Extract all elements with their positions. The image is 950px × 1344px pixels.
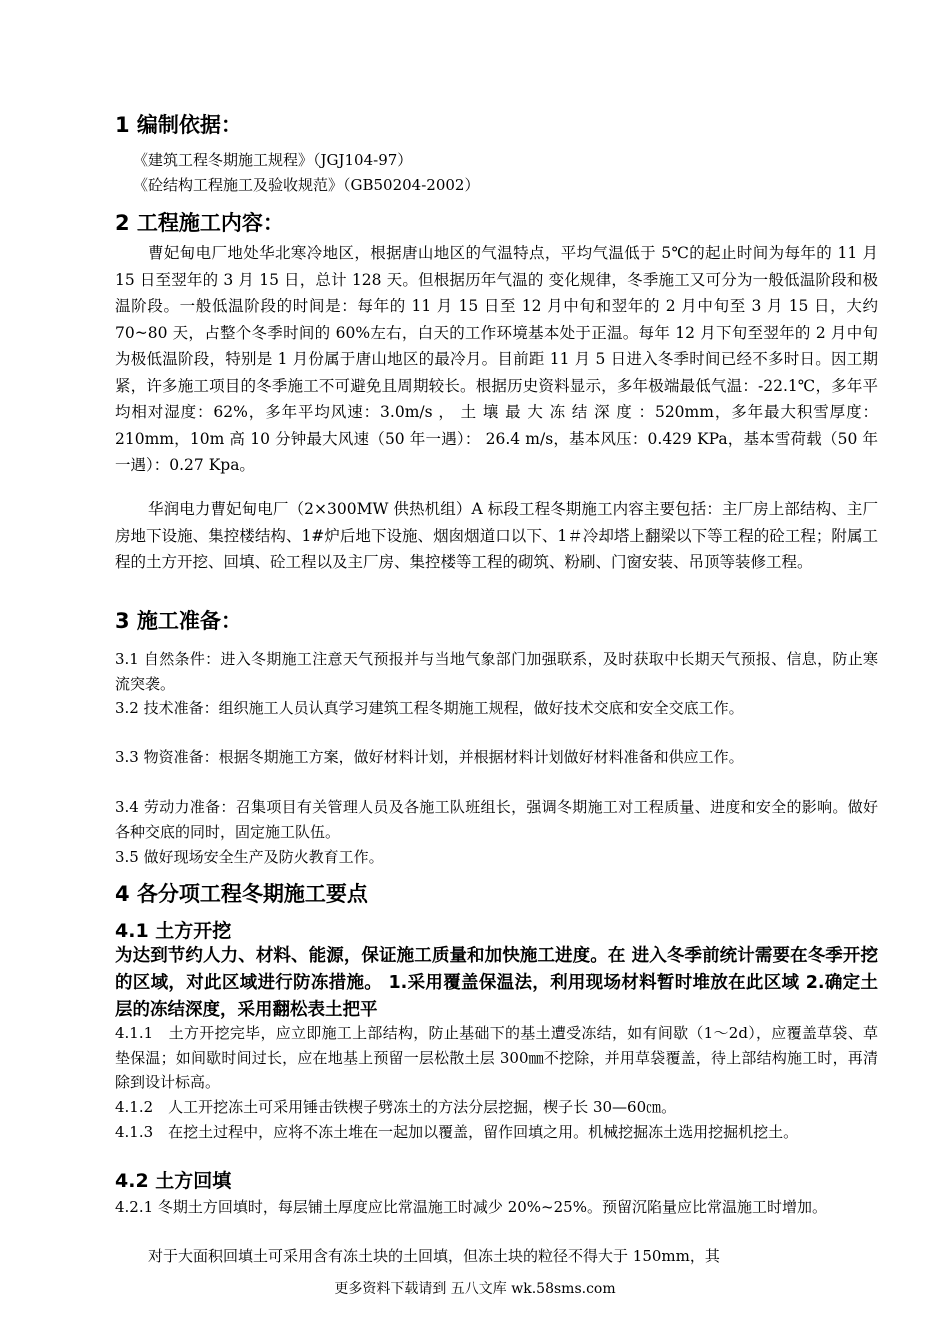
reference-item: 《建筑工程冬期施工规程》（JGJ104-97） bbox=[133, 151, 413, 169]
prep-item: 3.2 技术准备：组织施工人员认真学习建筑工程冬期施工规程，做好技术交底和安全交底工作。 bbox=[115, 699, 744, 717]
subsection-4-2-heading: 4.2 土方回填 bbox=[115, 1170, 232, 1192]
section-1-heading: 1 编制依据： bbox=[115, 113, 242, 137]
excavation-item: 4.1.1 土方开挖完毕，应立即施工上部结构，防止基础下的基土遭受冻结，如有间歇（1～2d），应覆盖草袋、草垫保温；如间歇时间过长，应在地基上预留一层松散土层 300㎜不挖除，并用草袋覆盖，待上部结构施工时，再清除到设计标高。 bbox=[115, 1024, 878, 1091]
excavation-bold-paragraph: 为达到节约人力、材料、能源，保证施工质量和加快施工进度。在 进入冬季前统计需要在冬季开挖的区域，对此区域进行防冻措施。 1.采用覆盖保温法，利用现场材料暂时堆放在此区域 2.确定土层的冻结深度，采用翻松表土把平 bbox=[115, 946, 878, 1020]
reference-item: 《砼结构工程施工及验收规范》（GB50204-2002） bbox=[133, 176, 480, 194]
prep-item: 3.3 物资准备：根据冬期施工方案，做好材料计划，并根据材料计划做好材料准备和供应工作。 bbox=[115, 748, 744, 766]
footer-note: 更多资料下载请到 五八文库 wk.58sms.com bbox=[334, 1281, 616, 1297]
backfill-paragraph: 对于大面积回填土可采用含有冻土块的土回填，但冻土块的粒径不得大于 150mm，其 bbox=[148, 1247, 720, 1265]
excavation-item: 4.1.3 在挖土过程中，应将不冻土堆在一起加以覆盖，留作回填之用。机械挖掘冻土选用挖掘机挖土。 bbox=[115, 1123, 799, 1141]
prep-item: 3.1 自然条件：进入冬期施工注意天气预报并与当地气象部门加强联系，及时获取中长期天气预报、信息，防止寒流突袭。 bbox=[115, 650, 878, 693]
section-2-heading: 2 工程施工内容： bbox=[115, 211, 284, 235]
prep-item: 3.5 做好现场安全生产及防火教育工作。 bbox=[115, 848, 384, 866]
section-3-heading: 3 施工准备： bbox=[115, 609, 242, 633]
subsection-4-1-heading: 4.1 土方开挖 bbox=[115, 920, 232, 942]
backfill-item: 4.2.1 冬期土方回填时，每层铺土厚度应比常温施工时减少 20%~25%。预留沉陷量应比常温施工时增加。 bbox=[115, 1198, 827, 1216]
section-2-paragraph-2: 华润电力曹妃甸电厂（2×300MW 供热机组）A 标段工程冬期施工内容主要包括：主厂房上部结构、主厂房地下设施、集控楼结构、1#炉后地下设施、烟囱烟道口以下、1＃冷却塔上翻梁以下等工程的砼工程；附属工程的土方开挖、回填、砼工程以及主厂房、集控楼等工程的砌筑、粉刷、门窗安装、吊顶等装修工程。 bbox=[115, 500, 878, 571]
excavation-item: 4.1.2 人工开挖冻土可采用锤击铁楔子劈冻土的方法分层挖掘，楔子长 30—60㎝。 bbox=[115, 1098, 677, 1116]
section-2-paragraph-1: 曹妃甸电厂地处华北寒冷地区，根据唐山地区的气温特点，平均气温低于 5℃的起止时间为每年的 11 月 15 日至翌年的 3 月 15 日，总计 128 天。但根据历年气温的 变化规律，冬季施工又可分为一般低温阶段和极温阶段。一般低温阶段的时间是：每年的 11 月 15 日至 12 月中旬和翌年的 2 月中旬至 3 月 15 日，大约 70~80 天，占整个冬季时间的 60%左右，白天的工作环境基本处于正温。每年 12 月下旬至翌年的 2 月中旬为极低温阶段，特别是 1 月份属于唐山地区的最冷月。目前距 11 月 5 日进入冬季时间已经不多时日。因工期紧，许多施工项目的冬季施工不可避免且周期较长。根据历史资料显示，多年极端最低气温：-22.1℃，多年平均相对湿度：62%，多年平均风速：3.0m/s ， 土 壤 最 大 冻 结 深 度 ：520mm，多年最大积雪厚度： 210mm，10m 高 10 分钟最大风速（50 年一遇）： 26.4 m/s，基本风压：0.429 KPa，基本雪荷载（50 年一遇）：0.27 Kpa。 bbox=[115, 244, 878, 474]
prep-item: 3.4 劳动力准备：召集项目有关管理人员及各施工队班组长，强调冬期施工对工程质量、进度和安全的影响。做好各种交底的同时，固定施工队伍。 bbox=[115, 798, 878, 841]
section-4-heading: 4 各分项工程冬期施工要点 bbox=[115, 882, 368, 906]
